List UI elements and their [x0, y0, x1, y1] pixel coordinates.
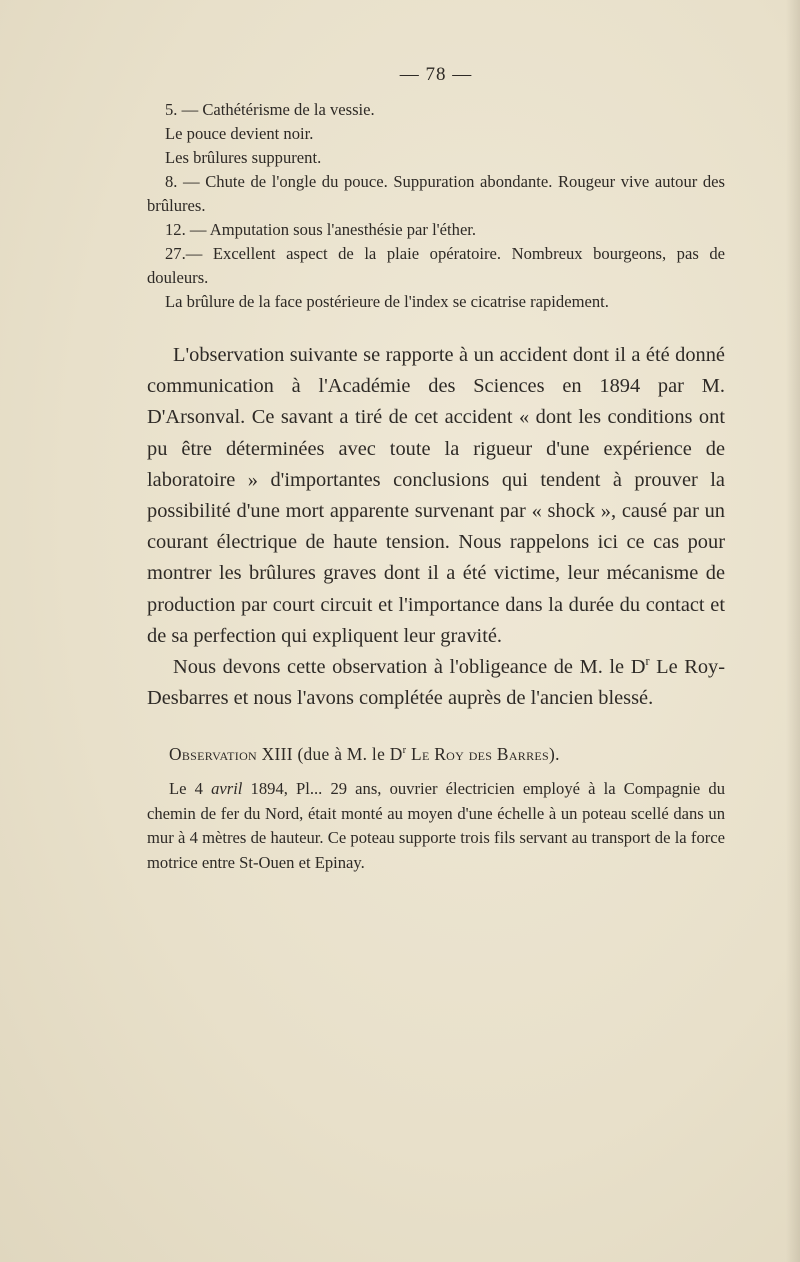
paragraph-observation-intro: L'observation suivante se rapporte à un accident dont il a été donné communication à l'Académie des Sciences en 1894 par M. D'Arsonval. Ce savant a tiré de cet accident « dont les conditions ont pu être déterminées avec toute la rigueur d'une expérience de laboratoire » d'importantes conclusions qui tendent à prouver la possibilité d'une mort apparente survenant par « shock », causé par un courant électrique de haute tension. Nous rappelons ici ce cas pour montrer les brûlures graves dont il a été victime, leur mécanisme de production par court circuit et l'importance dans la durée du contact et de sa perfection qui expliquent leur gravité. — [147, 344, 725, 647]
log-entry-burns-suppurate: Les brûlures suppurent. — [165, 148, 322, 167]
observation-label: Observation — [169, 744, 258, 765]
obs-prefix: Le 4 — [169, 779, 212, 799]
log-entry-thumb-black: Le pouce devient noir. — [165, 124, 314, 143]
log-entry-8: 8. — Chute de l'ongle du pouce. Suppuration abondante. Rougeur vive autour des brûlures. — [147, 172, 725, 215]
observation-superscript: r — [402, 745, 407, 757]
log-entry-index-burn: La brûlure de la face postérieure de l'index se cicatrise rapidement. — [165, 292, 609, 311]
observation-number: XIII (due à M. le D — [257, 744, 403, 765]
main-text — [147, 340, 725, 714]
observation-doctor-name: Le Roy des Barres — [406, 744, 549, 765]
page-number: — 78 — — [399, 64, 473, 85]
case-log — [147, 98, 725, 314]
obs-rest: 1894, Pl... 29 ans, ouvrier électricien employé à la Compagnie du chemin de fer du Nord, était monté au moyen d'une échelle à un poteau scellé dans un mur à 4 mètres de hauteur. Ce poteau supporte trois fils servant au transport de la force motrice entre St-Ouen et Epinay. — [147, 779, 725, 872]
ack-text-before: Nous devons cette observation à l'obligeance de M. le D — [173, 656, 646, 679]
obs-month: avril — [211, 779, 243, 799]
log-entry-27: 27.— Excellent aspect de la plaie opératoire. Nombreux bourgeons, pas de douleurs. — [147, 244, 725, 287]
log-entry-12: 12. — Amputation sous l'anesthésie par l'éther. — [165, 220, 477, 239]
observation-heading — [147, 744, 725, 765]
page-content — [147, 64, 725, 875]
ack-text-after: Le Roy-Desbarres et nous l'avons complétée auprès de l'ancien blessé. — [147, 656, 725, 710]
log-entry-5: 5. — Cathétérisme de la vessie. — [165, 100, 375, 119]
observation-text — [147, 777, 725, 875]
observation-close: ). — [549, 744, 560, 765]
ack-superscript: r — [645, 654, 650, 669]
observation-paragraph — [147, 777, 725, 875]
page-edge-shadow — [786, 0, 800, 1262]
paragraph-acknowledgement — [147, 652, 725, 714]
